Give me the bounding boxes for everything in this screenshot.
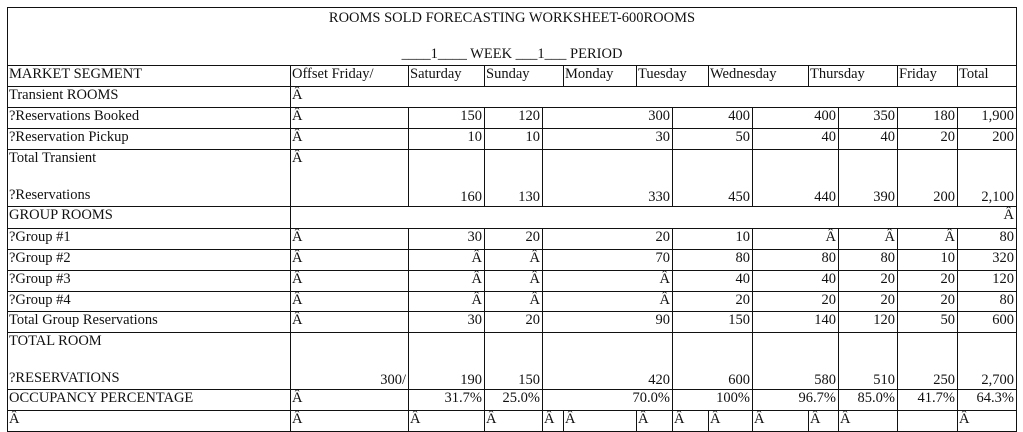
cell-sunday: 150 xyxy=(484,332,543,390)
cell-friday: 20 xyxy=(838,270,898,292)
row-label-reservation-pickup: ?Reservation Pickup xyxy=(7,128,291,150)
blank-cell: Â xyxy=(408,410,485,432)
group-rooms-span: Â xyxy=(290,206,1017,229)
header-offset-friday: Offset Friday/ xyxy=(290,65,409,87)
header-market-segment: MARKET SEGMENT xyxy=(7,65,291,87)
cell-total: 2,700 xyxy=(957,332,1017,390)
cell-sunday: Â xyxy=(484,249,543,271)
cell-total: 120 xyxy=(957,270,1017,292)
cell-total: 1,900 xyxy=(957,107,1017,129)
cell-tuesday: Â xyxy=(542,270,673,292)
cell-sunday: 25.0% xyxy=(484,389,543,411)
row-label-group-rooms: GROUP ROOMS xyxy=(7,206,291,229)
cell-tuesday: 330 xyxy=(542,149,673,207)
cell-offset: Â xyxy=(290,249,409,271)
cell-wednesday: 600 xyxy=(672,332,753,390)
cell-sunday: 20 xyxy=(484,311,543,333)
cell-wednesday: 450 xyxy=(672,149,753,207)
cell-friday: 80 xyxy=(838,249,898,271)
header-friday: Friday xyxy=(897,65,958,87)
row-label-group-1: ?Group #1 xyxy=(7,228,291,250)
cell-wednesday: 10 xyxy=(672,228,753,250)
cell-total: 320 xyxy=(957,249,1017,271)
cell-thursday: 400 xyxy=(752,107,839,129)
cell-saturday: Â xyxy=(408,249,485,271)
cell-extra: 250 xyxy=(897,332,958,390)
cell-extra: 200 xyxy=(897,149,958,207)
cell-tuesday: 70 xyxy=(542,249,673,271)
cell-saturday: 10 xyxy=(408,128,485,150)
row-label-group-4: ?Group #4 xyxy=(7,291,291,312)
cell-wednesday: 40 xyxy=(672,270,753,292)
cell-wednesday: 20 xyxy=(672,291,753,312)
label-line-1: Total Transient xyxy=(9,150,97,166)
header-monday: Monday xyxy=(563,65,637,87)
cell-extra: 180 xyxy=(897,107,958,129)
cell-saturday: Â xyxy=(408,291,485,312)
cell-wednesday: 80 xyxy=(672,249,753,271)
blank-cell: Â xyxy=(636,410,673,432)
cell-offset: 300/ xyxy=(290,332,409,390)
label-line-1: TOTAL ROOM xyxy=(9,333,102,349)
cell-sunday: Â xyxy=(484,270,543,292)
cell-sunday: 120 xyxy=(484,107,543,129)
cell-extra: 50 xyxy=(897,311,958,333)
cell-offset: Â xyxy=(290,389,409,411)
cell-thursday: 40 xyxy=(752,128,839,150)
cell-offset: Â xyxy=(290,128,409,150)
cell-offset: Â xyxy=(290,291,409,312)
cell-saturday: 30 xyxy=(408,228,485,250)
label-line-2: ?Reservations xyxy=(9,187,91,203)
cell-sunday: 130 xyxy=(484,149,543,207)
row-label-group-2: ?Group #2 xyxy=(7,249,291,271)
cell-extra: 10 xyxy=(897,249,958,271)
cell-friday: Â xyxy=(838,228,898,250)
cell-offset: Â xyxy=(290,107,409,129)
row-label-total-transient xyxy=(7,149,291,207)
cell-friday: 40 xyxy=(838,128,898,150)
cell-saturday: Â xyxy=(408,270,485,292)
cell-total: 600 xyxy=(957,311,1017,333)
cell-wednesday: 50 xyxy=(672,128,753,150)
header-tuesday: Tuesday xyxy=(636,65,709,87)
cell-thursday: 96.7% xyxy=(752,389,839,411)
cell-extra: 20 xyxy=(897,291,958,312)
cell-tuesday: Â xyxy=(542,291,673,312)
row-label-transient-rooms: Transient ROOMS xyxy=(7,86,291,108)
cell-wednesday: 100% xyxy=(672,389,753,411)
cell-total: 80 xyxy=(957,291,1017,312)
cell-wednesday: 150 xyxy=(672,311,753,333)
cell-total: 80 xyxy=(957,228,1017,250)
cell-extra: 20 xyxy=(897,270,958,292)
blank-cell: Â xyxy=(838,410,898,432)
cell-tuesday: 20 xyxy=(542,228,673,250)
cell-tuesday: 70.0% xyxy=(542,389,673,411)
cell-friday: 350 xyxy=(838,107,898,129)
cell-thursday: 40 xyxy=(752,270,839,292)
cell-offset: Â xyxy=(290,228,409,250)
header-saturday: Saturday xyxy=(408,65,485,87)
cell-total: 200 xyxy=(957,128,1017,150)
cell-friday: 85.0% xyxy=(838,389,898,411)
cell-friday: 120 xyxy=(838,311,898,333)
header-wednesday: Wednesday xyxy=(708,65,809,87)
cell-thursday: Â xyxy=(752,228,839,250)
blank-cell: Â xyxy=(708,410,753,432)
worksheet-title: ROOMS SOLD FORECASTING WORKSHEET-600ROOMS xyxy=(328,10,696,26)
cell-sunday: 20 xyxy=(484,228,543,250)
header-thursday: Thursday xyxy=(808,65,898,87)
blank-cell: Â xyxy=(957,410,1017,432)
cell-saturday: 31.7% xyxy=(408,389,485,411)
blank-cell: Â xyxy=(563,410,637,432)
cell-total: 2,100 xyxy=(957,149,1017,207)
row-label-occupancy: OCCUPANCY PERCENTAGE xyxy=(7,389,291,411)
week-period-line: ____1____ WEEK ___1___ PERIOD xyxy=(401,46,623,62)
cell-saturday: 190 xyxy=(408,332,485,390)
cell-wednesday: 400 xyxy=(672,107,753,129)
blank-cell: Â xyxy=(7,410,291,432)
cell-offset: Â xyxy=(290,149,409,207)
blank-cell: Â xyxy=(808,410,839,432)
cell-tuesday: 30 xyxy=(542,128,673,150)
blank-cell xyxy=(897,410,958,432)
cell-total: 64.3% xyxy=(957,389,1017,411)
blank-cell: Â xyxy=(752,410,809,432)
row-label-total-room xyxy=(7,332,291,390)
cell-saturday: 150 xyxy=(408,107,485,129)
cell-extra: 41.7% xyxy=(897,389,958,411)
cell-tuesday: 300 xyxy=(542,107,673,129)
cell-saturday: 160 xyxy=(408,149,485,207)
cell-friday: 20 xyxy=(838,291,898,312)
cell-thursday: 20 xyxy=(752,291,839,312)
cell-friday: 510 xyxy=(838,332,898,390)
cell-sunday: Â xyxy=(484,291,543,312)
label-line-2: ?RESERVATIONS xyxy=(9,370,120,386)
cell-tuesday: 420 xyxy=(542,332,673,390)
blank-cell: Â xyxy=(542,410,564,432)
cell-extra: 20 xyxy=(897,128,958,150)
header-total: Total xyxy=(957,65,1017,87)
row-label-total-group: Total Group Reservations xyxy=(7,311,291,333)
cell-thursday: 140 xyxy=(752,311,839,333)
cell-sunday: 10 xyxy=(484,128,543,150)
blank-cell: Â xyxy=(290,410,409,432)
cell-thursday: 80 xyxy=(752,249,839,271)
blank-cell: Â xyxy=(484,410,543,432)
transient-rooms-span: Â xyxy=(290,86,1017,108)
cell-thursday: 580 xyxy=(752,332,839,390)
header-sunday: Sunday xyxy=(484,65,564,87)
cell-offset: Â xyxy=(290,270,409,292)
cell-thursday: 440 xyxy=(752,149,839,207)
cell-saturday: 30 xyxy=(408,311,485,333)
cell-extra: Â xyxy=(897,228,958,250)
blank-cell: Â xyxy=(672,410,709,432)
cell-friday: 390 xyxy=(838,149,898,207)
row-label-reservations-booked: ?Reservations Booked xyxy=(7,107,291,129)
cell-offset: Â xyxy=(290,311,409,333)
row-label-group-3: ?Group #3 xyxy=(7,270,291,292)
cell-tuesday: 90 xyxy=(542,311,673,333)
